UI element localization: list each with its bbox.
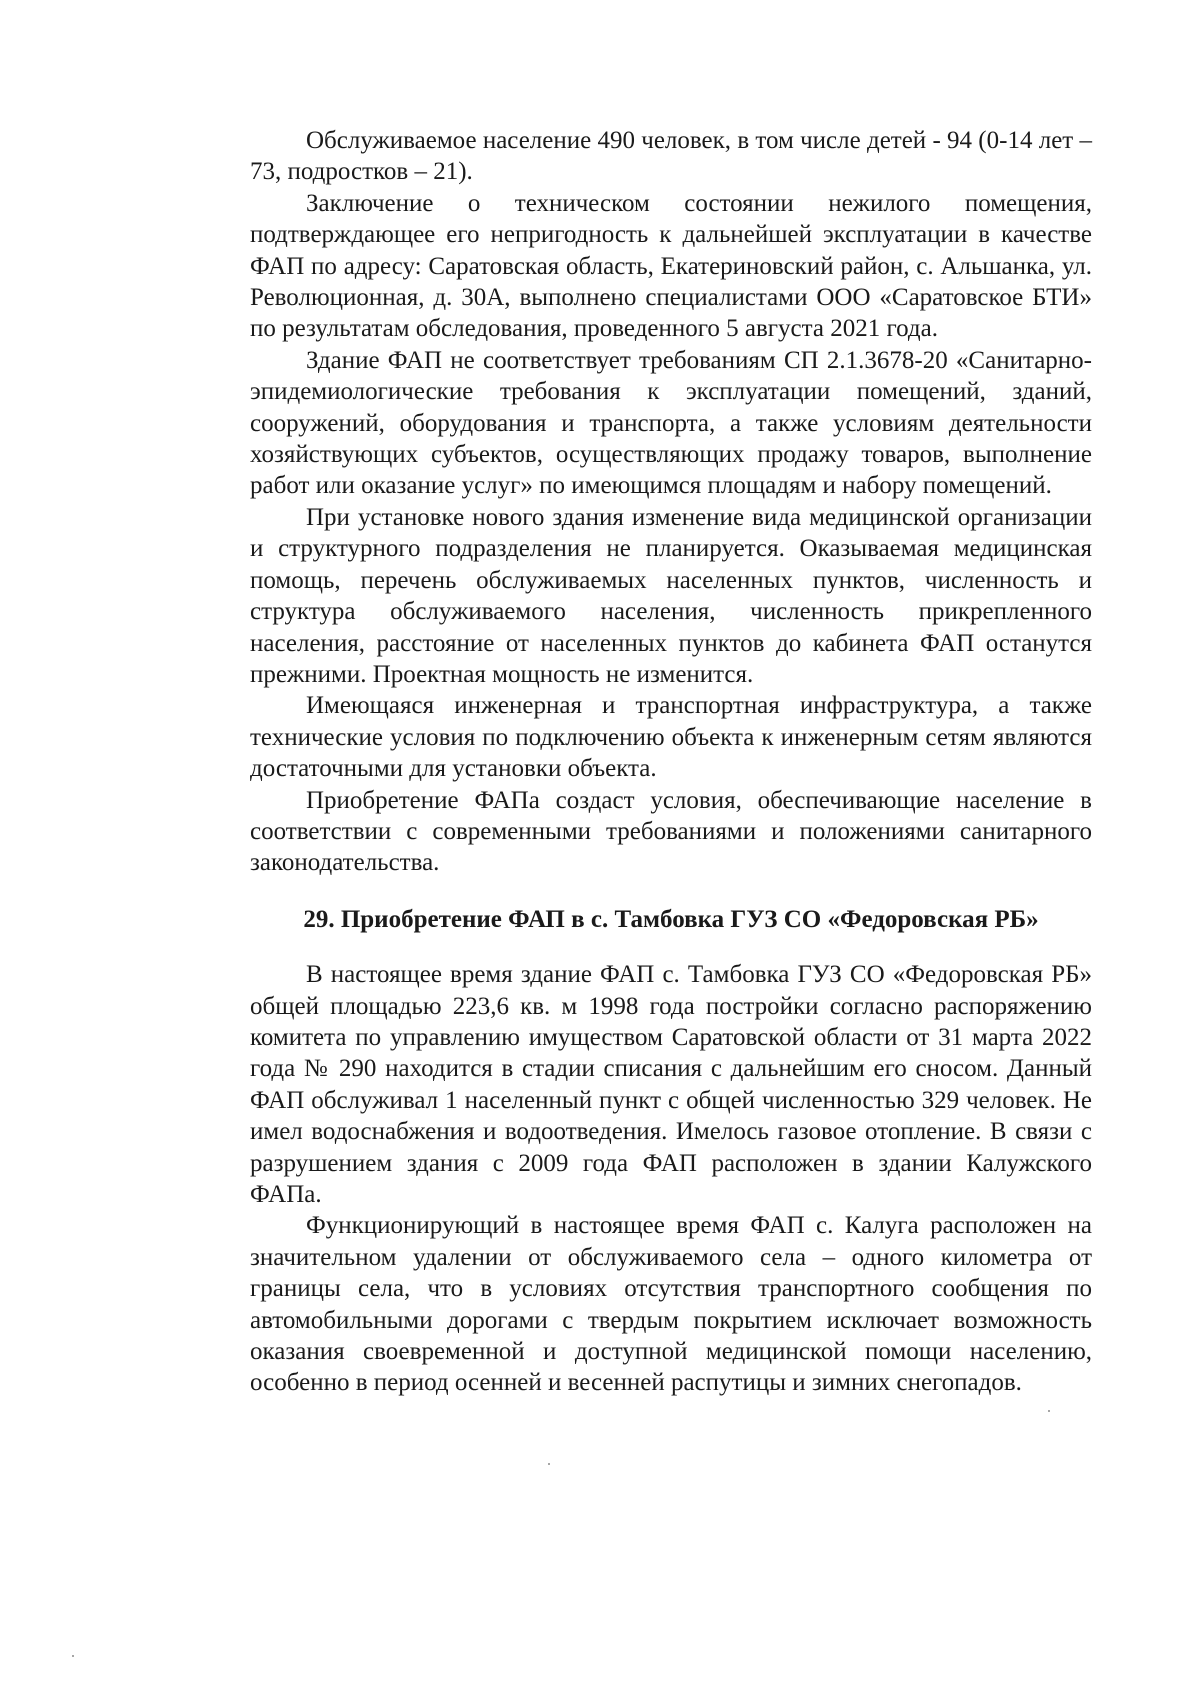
paragraph-acquisition-conditions: Приобретение ФАПа создаст условия, обеспечивающие население в соответствии с современными требованиями и положениями санитарного законодательства. [250,786,1092,877]
section-heading: 29. Приобретение ФАП в с. Тамбовка ГУЗ СО «Федоровская РБ» [303,905,1039,933]
scan-speck [72,1655,74,1657]
paragraph-population: Обслуживаемое население 490 человек, в том числе детей - 94 (0-14 лет – 73, подростков – 21). [250,127,1092,186]
paragraph-sanitary-requirements: Здание ФАП не соответствует требованиям СП 2.1.3678-20 «Санитарно-эпидемиологические требования к эксплуатации помещений, зданий, сооружений, оборудования и транспорта, а также условиям деятельности хозяйствующих субъектов, осуществляющих продажу товаров, выполнение работ или оказание услуг» по имеющимся площадям и набору помещений. [250,346,1092,500]
scan-speck [1048,1410,1050,1412]
paragraph-technical-conclusion: Заключение о техническом состоянии нежилого помещения, подтверждающее его непригодность к дальнейшей эксплуатации в качестве ФАП по адресу: Саратовская область, Екатериновский район, с. Альшанка, ул. Революционная, д. 30А, выполнено специалистами ООО «Саратовское БТИ» по результатам обследования, проведенного 5 августа 2021 года. [250,189,1092,343]
paragraph-kaluga-fap: Функционирующий в настоящее время ФАП с. Калуга расположен на значительном удалении от обслуживаемого села – одного километра от границы села, что в условиях отсутствия транспортного сообщения по автомобильными дорогами с твердым покрытием исключает возможность оказания своевременной и доступной медицинской помощи населению, особенно в период осенней и весенней распутицы и зимних снегопадов. [250,1212,1092,1397]
document-body [250,125,1092,1399]
paragraph-tambovka-building: В настоящее время здание ФАП с. Тамбовка ГУЗ СО «Федоровская РБ» общей площадью 223,6 кв. м 1998 года постройки согласно распоряжению комитета по управлению имуществом Саратовской области от 31 марта 2022 года № 290 находится в стадии списания с дальнейшим его сносом. Данный ФАП обслуживал 1 населенный пункт с общей численностью 329 человек. Не имел водоснабжения и водоотведения. Имелось газовое отопление. В связи с разрушением здания с 2009 года ФАП расположен в здании Калужского ФАПа. [250,961,1092,1208]
paragraph-no-changes: При установке нового здания изменение вида медицинской организации и структурного подразделения не планируется. Оказываемая медицинская помощь, перечень обслуживаемых населенных пунктов, численность и структура обслуживаемого населения, численность прикрепленного населения, расстояние от населенных пунктов до кабинета ФАП останутся прежними. Проектная мощность не изменится. [250,503,1092,688]
scan-speck [548,1463,550,1465]
paragraph-infrastructure: Имеющаяся инженерная и транспортная инфраструктура, а также технические условия по подключению объекта к инженерным сетям являются достаточными для установки объекта. [250,692,1092,783]
